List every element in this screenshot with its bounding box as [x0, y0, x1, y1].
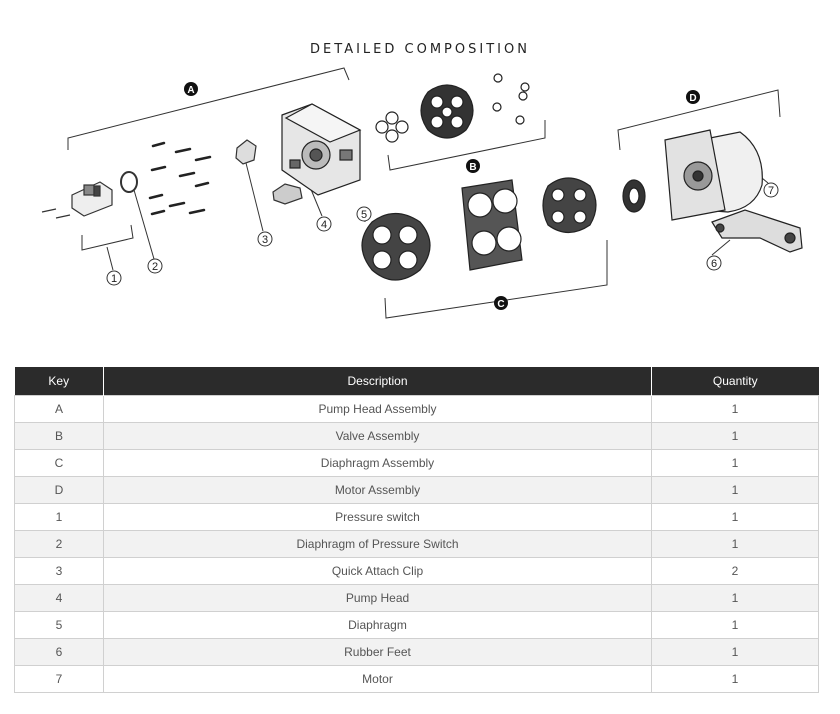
diaphragm-part — [362, 214, 430, 281]
callout-b: B — [469, 162, 477, 173]
cell-description: Quick Attach Clip — [104, 558, 652, 585]
cell-description: Valve Assembly — [104, 423, 652, 450]
cell-quantity: 1 — [652, 666, 819, 693]
table-row — [15, 477, 819, 504]
switch-diaphragm-part — [121, 172, 137, 192]
cell-quantity: 2 — [652, 558, 819, 585]
parts-table-container — [14, 367, 818, 693]
header-key: Key — [15, 367, 104, 396]
callout-c: C — [497, 299, 505, 310]
table-row — [15, 396, 819, 423]
cell-description: Diaphragm — [104, 612, 652, 639]
cell-quantity: 1 — [652, 585, 819, 612]
callout-6: 6 — [710, 258, 718, 270]
header-description: Description — [104, 367, 652, 396]
table-row — [15, 423, 819, 450]
pump-head-part — [282, 104, 360, 195]
cell-description: Pump Head Assembly — [104, 396, 652, 423]
cell-key: 7 — [15, 666, 104, 693]
callout-a: A — [187, 85, 195, 96]
table-row — [15, 666, 819, 693]
table-row — [15, 612, 819, 639]
cell-quantity: 1 — [652, 639, 819, 666]
bearing-part — [623, 180, 645, 212]
cell-key: 1 — [15, 504, 104, 531]
cell-key: 6 — [15, 639, 104, 666]
table-header-row — [15, 367, 819, 396]
diaphragm-plate-part — [462, 180, 522, 270]
valve-assembly-part — [376, 74, 529, 142]
table-row — [15, 639, 819, 666]
motor-part — [665, 130, 762, 220]
table-row — [15, 558, 819, 585]
callout-5: 5 — [360, 209, 368, 221]
cell-key: C — [15, 450, 104, 477]
cell-key: B — [15, 423, 104, 450]
cell-quantity: 1 — [652, 612, 819, 639]
pressure-switch-part — [42, 182, 112, 218]
cell-description: Motor — [104, 666, 652, 693]
table-row — [15, 504, 819, 531]
callout-1: 1 — [110, 273, 118, 285]
bracket-1 — [82, 225, 133, 250]
cell-quantity: 1 — [652, 450, 819, 477]
diagram-title: DETAILED COMPOSITION — [310, 42, 530, 57]
callout-d: D — [689, 93, 697, 104]
callout-2: 2 — [151, 261, 159, 273]
table-row — [15, 531, 819, 558]
table-row — [15, 585, 819, 612]
cell-quantity: 1 — [652, 423, 819, 450]
cell-description: Diaphragm Assembly — [104, 450, 652, 477]
rubber-feet-part — [712, 210, 802, 252]
cell-quantity: 1 — [652, 396, 819, 423]
cell-key: 3 — [15, 558, 104, 585]
cell-description: Rubber Feet — [104, 639, 652, 666]
cell-description: Pressure switch — [104, 504, 652, 531]
cell-description: Motor Assembly — [104, 477, 652, 504]
exploded-pump-diagram — [0, 60, 840, 330]
screws-part — [150, 143, 210, 214]
cell-key: 5 — [15, 612, 104, 639]
cell-quantity: 1 — [652, 477, 819, 504]
cell-key: D — [15, 477, 104, 504]
cell-description: Diaphragm of Pressure Switch — [104, 531, 652, 558]
cell-key: 2 — [15, 531, 104, 558]
callout-4: 4 — [320, 219, 328, 231]
cell-quantity: 1 — [652, 504, 819, 531]
cell-quantity: 1 — [652, 531, 819, 558]
header-quantity: Quantity — [652, 367, 819, 396]
table-row — [15, 450, 819, 477]
cell-description: Pump Head — [104, 585, 652, 612]
piston-part — [543, 178, 596, 233]
cell-key: A — [15, 396, 104, 423]
cell-key: 4 — [15, 585, 104, 612]
callout-3: 3 — [261, 234, 269, 246]
callout-7: 7 — [767, 185, 775, 197]
parts-table — [14, 367, 819, 693]
